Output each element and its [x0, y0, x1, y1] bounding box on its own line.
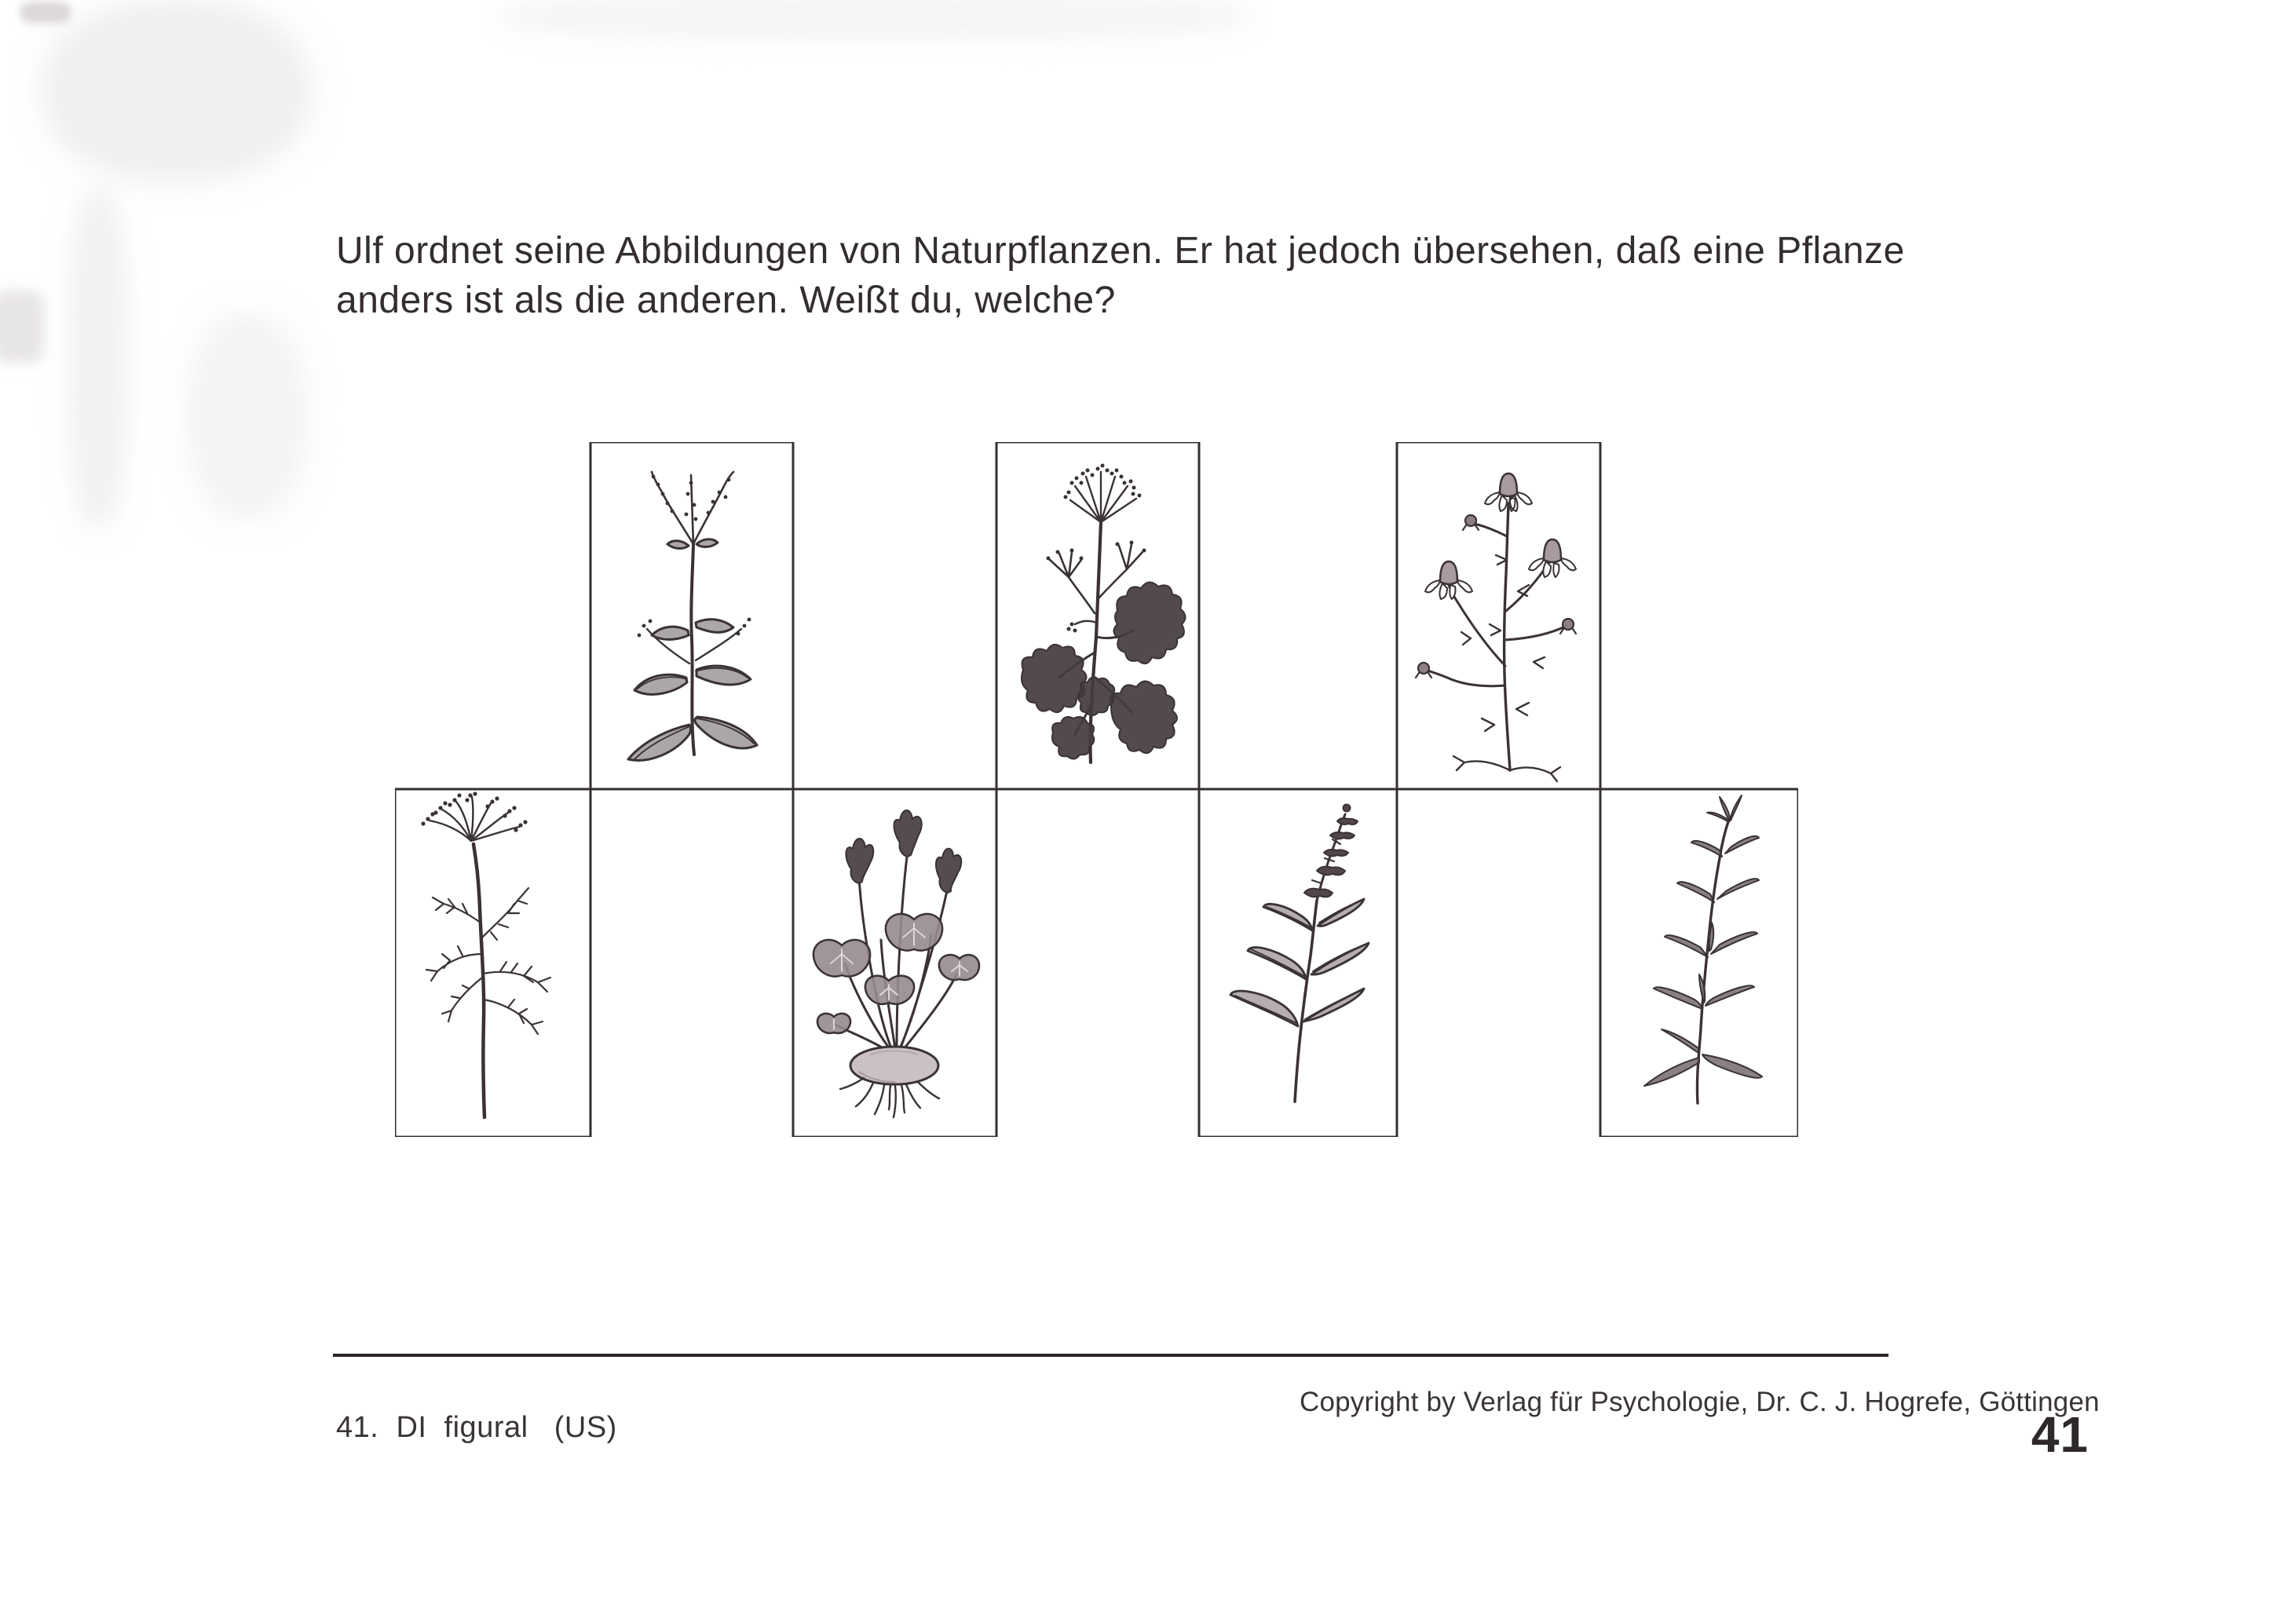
scan-smudge [0, 291, 44, 363]
figure-boxes-outline [395, 442, 1798, 1137]
parsley-leaf-clusters [1022, 582, 1186, 758]
footer-rule [333, 1354, 1888, 1357]
footer-item-label: 41. DI figural (US) [336, 1411, 617, 1444]
scan-smudge [188, 314, 306, 518]
cyclamen-tuber-drawing [813, 810, 979, 1117]
dill-umbel-florets [421, 791, 527, 832]
savory-sprig-drawing [1644, 795, 1762, 1103]
scan-smudge [503, 0, 1249, 39]
figure-panels-svg [395, 442, 1798, 1137]
figure-grid [395, 442, 1798, 1137]
question-line-2: anders ist als die anderen. Weißt du, welche? [336, 280, 1116, 321]
dill-umbel-plant-drawing [421, 791, 550, 1117]
question-line-1: Ulf ordnet seine Abbildungen von Naturpflanzen. Er hat jedoch übersehen, daß eine Pflanze [336, 230, 1905, 272]
sage-leaves [1230, 899, 1369, 1026]
scan-smudge [20, 2, 71, 24]
sage-stem-drawing [1230, 805, 1369, 1102]
question-text [336, 226, 1905, 325]
savory-leaves [1644, 795, 1762, 1086]
scan-smudge [43, 0, 310, 181]
parsley-plant-drawing [1022, 464, 1186, 763]
scan-smudge [69, 188, 127, 526]
chamomile-flowers [1425, 473, 1576, 599]
chamomile-plant-drawing [1416, 473, 1576, 781]
sage-flower-spike [1304, 805, 1358, 897]
mint-sprig-drawing [628, 472, 757, 760]
footer-copyright: Copyright by Verlag für Psychologie, Dr. C. J. Hogrefe, Göttingen [1300, 1387, 2100, 1417]
page-number: 41 [2031, 1406, 2089, 1463]
